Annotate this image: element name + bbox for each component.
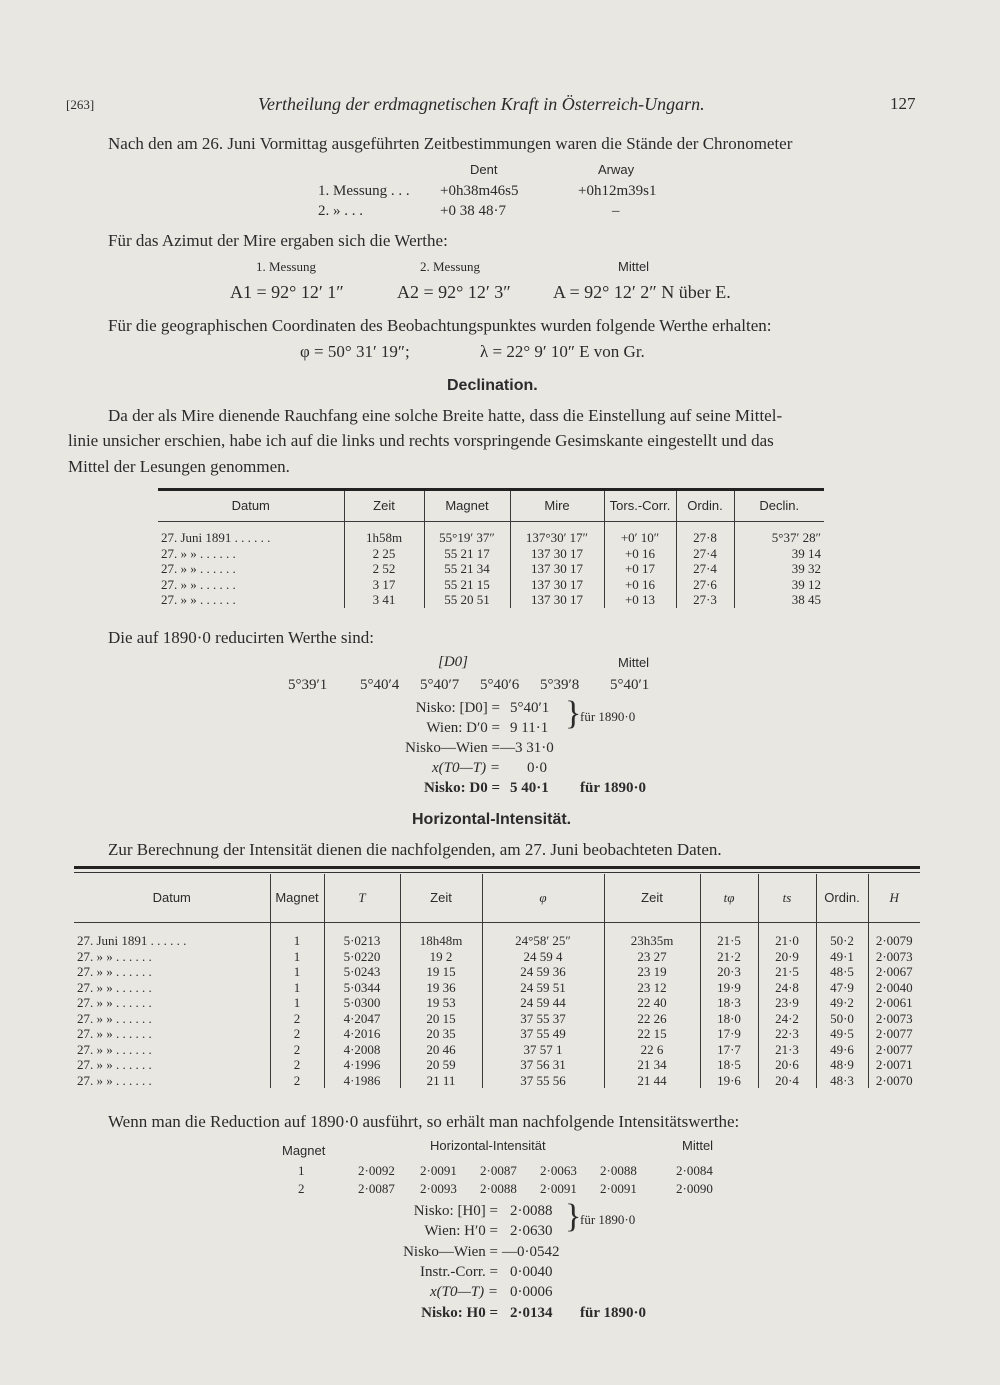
calc-value: 9 11·1 bbox=[510, 720, 549, 736]
calc-value: —3 31·0 bbox=[500, 740, 554, 756]
column-header: Zeit bbox=[604, 874, 700, 922]
calc-note: für 1890·0 bbox=[580, 1212, 636, 1227]
column-header: Tors.-Corr. bbox=[604, 491, 676, 521]
column-header: H bbox=[868, 874, 920, 922]
column-header: Zeit bbox=[344, 491, 424, 521]
table-row: 27. » » . . . . . . 1 5·0220 19 2 24 59 4 23 27 21·2 20·9 49·1 2·0073 bbox=[74, 949, 920, 965]
column-header: Declin. bbox=[734, 491, 824, 521]
azimut-label: 1. Messung bbox=[256, 259, 316, 274]
table-row: 27. » » . . . . . . 2 4·2008 20 46 37 57 1 22 6 17·7 21·3 49·6 2·0077 bbox=[74, 1042, 920, 1058]
column-header: Datum bbox=[74, 874, 270, 922]
calc-value: —0·0542 bbox=[502, 1244, 560, 1260]
column-header: Magnet bbox=[270, 874, 324, 922]
coords-phi: φ = 50° 31′ 19″; bbox=[300, 342, 410, 361]
declination-para-line: Da der als Mire dienende Rauchfang eine solche Breite hatte, dass die Einstellung auf seine Mittel- bbox=[108, 406, 783, 425]
table-row: 27. Juni 1891 . . . . . . 1h58m 55°19′ 37″ 137°30′ 17″ +0′ 10″ 27·8 5°37′ 28″ bbox=[158, 530, 824, 546]
column-header: T bbox=[324, 874, 400, 922]
coords-intro: Für die geographischen Coordinaten des Beobachtungspunktes wurden folgende Werthe erhalten: bbox=[108, 316, 772, 335]
red-header: Mittel bbox=[682, 1138, 714, 1153]
chrono-row-label: 2. » . . . bbox=[318, 203, 363, 219]
red-value: 2·0087 bbox=[480, 1163, 517, 1178]
column-header: Ordin. bbox=[676, 491, 734, 521]
result-value: 5 40·1 bbox=[510, 780, 549, 796]
column-header: φ bbox=[482, 874, 604, 922]
reduced-mittel: 5°40′1 bbox=[610, 677, 650, 693]
horizontal-heading: Horizontal-Intensität. bbox=[412, 811, 572, 828]
red-mittel: 2·0084 bbox=[676, 1163, 713, 1178]
reduction-intro: Wenn man die Reduction auf 1890·0 ausführt, so erhält man nachfolgende Intensitätswerthe: bbox=[108, 1112, 740, 1131]
page-number: 127 bbox=[890, 94, 916, 113]
chrono-arway-value: +0h12m39s1 bbox=[578, 183, 657, 199]
column-header: ts bbox=[758, 874, 816, 922]
column-header: Datum bbox=[158, 491, 344, 521]
red-value: 2·0088 bbox=[480, 1181, 517, 1196]
red-header: Magnet bbox=[282, 1143, 326, 1158]
table-row: 27. » » . . . . . . 2 4·2016 20 35 37 55 49 22 15 17·9 22·3 49·5 2·0077 bbox=[74, 1026, 920, 1042]
table-row: 27. » » . . . . . . 3 41 55 20 51 137 30 17 +0 13 27·3 38 45 bbox=[158, 592, 824, 608]
calc-label: Nisko—Wien = bbox=[403, 1244, 498, 1260]
column-header: tφ bbox=[700, 874, 758, 922]
red-value: 2·0088 bbox=[600, 1163, 637, 1178]
result-note: für 1890·0 bbox=[580, 1305, 646, 1321]
chrono-dent-value: +0h38m46s5 bbox=[440, 183, 519, 199]
declination-table bbox=[158, 491, 824, 608]
table-row: 27. » » . . . . . . 2 25 55 21 17 137 30 17 +0 16 27·4 39 14 bbox=[158, 546, 824, 562]
calc-value: 0·0 bbox=[527, 760, 547, 776]
red-value: 2·0087 bbox=[358, 1181, 395, 1196]
reduced-value: 5°39′8 bbox=[540, 677, 580, 693]
declination-para-line: linie unsicher erschien, habe ich auf die links und rechts vorspringende Gesimskante eingestellt und das bbox=[68, 431, 774, 450]
declination-para-line: Mittel der Lesungen genommen. bbox=[68, 457, 290, 476]
chrono-row-label: 1. Messung . . . bbox=[318, 183, 410, 199]
calc-value: 2·0630 bbox=[510, 1223, 553, 1239]
reduced-value: 5°40′6 bbox=[480, 677, 520, 693]
azimut-value: A = 92° 12′ 2″ N über E. bbox=[553, 282, 731, 302]
red-value: 2·0091 bbox=[420, 1163, 457, 1178]
calc-label: x(T0—T) = bbox=[431, 760, 500, 776]
col-arway: Arway bbox=[598, 162, 635, 177]
azimut-label: Mittel bbox=[618, 259, 650, 274]
calc-value: 2·0088 bbox=[510, 1203, 553, 1219]
declination-heading: Declination. bbox=[447, 377, 538, 394]
result-value: 2·0134 bbox=[510, 1305, 553, 1321]
coords-lambda: λ = 22° 9′ 10″ E von Gr. bbox=[480, 342, 645, 361]
calc-note: für 1890·0 bbox=[580, 709, 636, 724]
calc-label: Nisko: [D0] = bbox=[415, 700, 500, 716]
table-row: 27. » » . . . . . . 1 5·0344 19 36 24 59 51 23 12 19·9 24·8 47·9 2·0040 bbox=[74, 980, 920, 996]
chronometer-intro: Nach den am 26. Juni Vormittag ausgeführten Zeitbestimmungen waren die Stände der Chronometer bbox=[108, 134, 793, 153]
table-row: 27. » » . . . . . . 2 52 55 21 34 137 30 17 +0 17 27·4 39 32 bbox=[158, 561, 824, 577]
brace-icon: } bbox=[565, 1198, 582, 1235]
column-header: Ordin. bbox=[816, 874, 868, 922]
azimut-intro: Für das Azimut der Mire ergaben sich die Werthe: bbox=[108, 231, 448, 250]
brace-icon: } bbox=[565, 695, 582, 732]
red-mittel: 2·0090 bbox=[676, 1181, 713, 1196]
table-row: 27. » » . . . . . . 1 5·0243 19 15 24 59 36 23 19 20·3 21·5 48·5 2·0067 bbox=[74, 964, 920, 980]
chrono-dent-value: +0 38 48·7 bbox=[440, 203, 506, 219]
calc-value: 0·0040 bbox=[510, 1264, 553, 1280]
horizontal-intro: Zur Berechnung der Intensität dienen die nachfolgenden, am 27. Juni beobachteten Daten. bbox=[108, 840, 722, 859]
column-header: Zeit bbox=[400, 874, 482, 922]
calc-label: x(T0—T) = bbox=[429, 1284, 498, 1300]
calc-label: Wien: H′0 = bbox=[424, 1223, 498, 1239]
table-header-row bbox=[158, 491, 824, 521]
red-magnet: 2 bbox=[298, 1181, 305, 1196]
red-header: Horizontal-Intensität bbox=[430, 1138, 546, 1153]
reduced-value: 5°40′7 bbox=[420, 677, 460, 693]
column-header: Magnet bbox=[424, 491, 510, 521]
running-title: Vertheilung der erdmagnetischen Kraft in Österreich-Ungarn. bbox=[258, 94, 705, 114]
red-value: 2·0091 bbox=[540, 1181, 577, 1196]
azimut-value: A2 = 92° 12′ 3″ bbox=[397, 282, 511, 302]
table-row: 27. » » . . . . . . 3 17 55 21 15 137 30 17 +0 16 27·6 39 12 bbox=[158, 577, 824, 593]
result-note: für 1890·0 bbox=[580, 780, 646, 796]
calc-label: Nisko: [H0] = bbox=[413, 1203, 498, 1219]
result-label: Nisko: H0 = bbox=[421, 1305, 498, 1321]
red-value: 2·0092 bbox=[358, 1163, 395, 1178]
calc-label: Instr.-Corr. = bbox=[419, 1264, 498, 1280]
reduced-value: 5°40′4 bbox=[360, 677, 400, 693]
calc-value: 5°40′1 bbox=[510, 700, 550, 716]
page-ref: [263] bbox=[66, 97, 95, 112]
reduced-mittel-label: Mittel bbox=[618, 655, 650, 670]
reduced-label: [D0] bbox=[438, 654, 469, 670]
column-header: Mire bbox=[510, 491, 604, 521]
calc-value: 0·0006 bbox=[510, 1284, 553, 1300]
table-row: 27. » » . . . . . . 1 5·0300 19 53 24 59 44 22 40 18·3 23·9 49·2 2·0061 bbox=[74, 995, 920, 1011]
reduced-value: 5°39′1 bbox=[288, 677, 328, 693]
azimut-value: A1 = 92° 12′ 1″ bbox=[230, 282, 344, 302]
red-value: 2·0093 bbox=[420, 1181, 457, 1196]
red-value: 2·0063 bbox=[540, 1163, 577, 1178]
calc-label: Nisko—Wien = bbox=[405, 740, 500, 756]
azimut-label: 2. Messung bbox=[420, 259, 480, 274]
chrono-arway-value: – bbox=[612, 203, 620, 219]
col-dent: Dent bbox=[470, 162, 498, 177]
table-row: 27. » » . . . . . . 2 4·2047 20 15 37 55 37 22 26 18·0 24·2 50·0 2·0073 bbox=[74, 1011, 920, 1027]
table-row: 27. » » . . . . . . 2 4·1996 20 59 37 56 31 21 34 18·5 20·6 48·9 2·0071 bbox=[74, 1057, 920, 1073]
reduced-intro: Die auf 1890·0 reducirten Werthe sind: bbox=[108, 628, 374, 647]
red-magnet: 1 bbox=[298, 1163, 305, 1178]
result-label: Nisko: D0 = bbox=[423, 780, 500, 796]
red-value: 2·0091 bbox=[600, 1181, 637, 1196]
table-row: 27. » » . . . . . . 2 4·1986 21 11 37 55 56 21 44 19·6 20·4 48·3 2·0070 bbox=[74, 1073, 920, 1089]
table-row: 27. Juni 1891 . . . . . . 1 5·0213 18h48m 24°58′ 25″ 23h35m 21·5 21·0 50·2 2·0079 bbox=[74, 933, 920, 949]
table-header-row bbox=[74, 874, 920, 922]
horizontal-table bbox=[74, 874, 920, 1088]
calc-label: Wien: D′0 = bbox=[426, 720, 500, 736]
